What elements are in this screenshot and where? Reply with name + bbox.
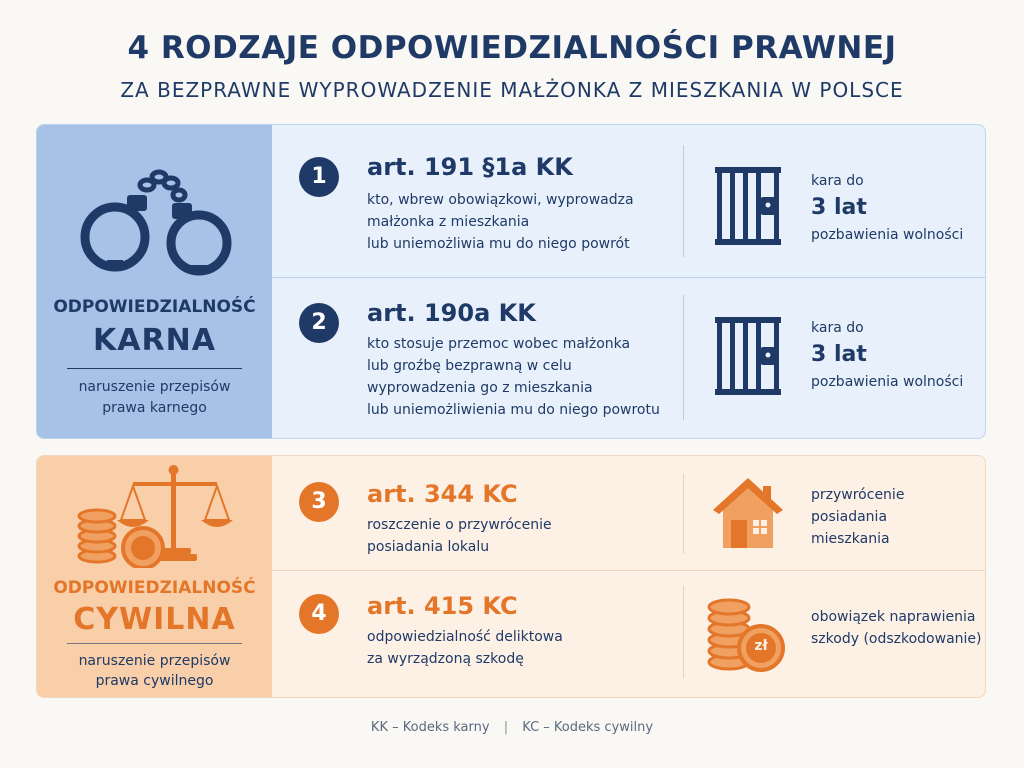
criminal-desc-line1: naruszenie przepisów — [78, 379, 231, 395]
result-big: 3 lat — [811, 195, 867, 220]
page-title: 4 RODZAJE ODPOWIEDZIALNOŚCI PRAWNEJ — [127, 30, 897, 66]
criminal-desc-line2: prawa karnego — [102, 400, 207, 416]
item-desc-line: wyprowadzenia go z mieszkania — [367, 380, 593, 396]
coin-label: zł — [754, 638, 768, 654]
criminal-label-top: ODPOWIEDZIALNOŚĆ — [53, 297, 256, 317]
civil-label-main: CYWILNA — [73, 602, 236, 637]
item-desc-line: roszczenie o przywrócenie — [367, 517, 552, 533]
civil-label-top: ODPOWIEDZIALNOŚĆ — [53, 578, 256, 598]
item-desc-line: kto, wbrew obowiązkowi, wyprowadza — [367, 192, 634, 208]
item-article-1: art. 191 §1a KK — [367, 153, 573, 181]
item-desc-line: lub uniemożliwia mu do niego powrót — [367, 236, 630, 252]
row-divider — [272, 277, 985, 278]
item-desc-line: kto stosuje przemoc wobec małżonka — [367, 336, 631, 352]
result-line: posiadania — [811, 509, 888, 525]
criminal-liability-panel — [36, 124, 986, 439]
footer-legend — [0, 720, 1024, 735]
item-desc-line: za wyrządzoną szkodę — [367, 651, 524, 667]
item-number-1: 1 — [299, 157, 339, 197]
civil-desc-line1: naruszenie przepisów — [78, 653, 231, 669]
legend-kk: KK – Kodeks karny — [370, 720, 490, 735]
item-article-2: art. 190a KK — [367, 299, 536, 327]
prison-bars-icon — [713, 315, 783, 397]
result-bottom: pozbawienia wolności — [811, 374, 964, 390]
item-result-1 — [811, 170, 963, 246]
page-subtitle: ZA BEZPRAWNE WYPROWADZENIE MAŁŻONKA Z MIESZKANIA W POLSCE — [120, 78, 904, 102]
item-desc-1 — [367, 189, 667, 255]
scales-coins-icon — [77, 464, 237, 568]
item-desc-line: lub uniemożliwienia mu do niego powrotu — [367, 402, 660, 418]
item-desc-line: odpowiedzialność deliktowa — [367, 629, 563, 645]
column-divider — [683, 474, 684, 554]
result-big: 3 lat — [811, 342, 867, 367]
criminal-divider — [67, 368, 242, 369]
result-line: obowiązek naprawienia — [811, 609, 976, 625]
row-divider — [272, 570, 985, 571]
civil-liability-sidebar — [37, 456, 272, 697]
item-desc-line: małżonka z mieszkania — [367, 214, 530, 230]
item-number-4: 4 — [299, 594, 339, 634]
item-article-4: art. 415 KC — [367, 592, 518, 620]
result-line: przywrócenie — [811, 487, 905, 503]
handcuffs-icon — [77, 165, 237, 285]
civil-liability-panel — [36, 455, 986, 698]
item-number-2: 2 — [299, 303, 339, 343]
result-bottom: pozbawienia wolności — [811, 227, 964, 243]
item-article-3: art. 344 KC — [367, 480, 518, 508]
item-desc-3 — [367, 514, 667, 558]
item-desc-4 — [367, 626, 667, 670]
item-desc-line: lub groźbę bezprawną w celu — [367, 358, 572, 374]
item-desc-2 — [367, 333, 667, 421]
coins-stack-icon — [705, 594, 785, 674]
result-line: szkody (odszkodowanie) — [811, 631, 982, 647]
coins-zl-icon — [705, 594, 785, 674]
column-divider — [683, 586, 684, 678]
criminal-label-main: KARNA — [93, 323, 216, 358]
criminal-liability-sidebar — [37, 125, 272, 438]
item-result-3 — [811, 484, 904, 550]
item-result-2 — [811, 317, 963, 393]
column-divider — [683, 145, 684, 257]
legend-separator: | — [503, 720, 509, 735]
item-number-3: 3 — [299, 482, 339, 522]
civil-divider — [67, 643, 242, 644]
column-divider — [683, 295, 684, 420]
civil-desc-line2: prawa cywilnego — [95, 673, 214, 689]
house-icon — [711, 476, 785, 552]
result-line: mieszkania — [811, 531, 890, 547]
result-top: kara do — [811, 320, 864, 336]
legend-kc: KC – Kodeks cywilny — [522, 720, 654, 735]
item-desc-line: posiadania lokalu — [367, 539, 490, 555]
prison-bars-icon — [713, 165, 783, 247]
result-top: kara do — [811, 173, 864, 189]
item-result-4 — [811, 606, 982, 650]
